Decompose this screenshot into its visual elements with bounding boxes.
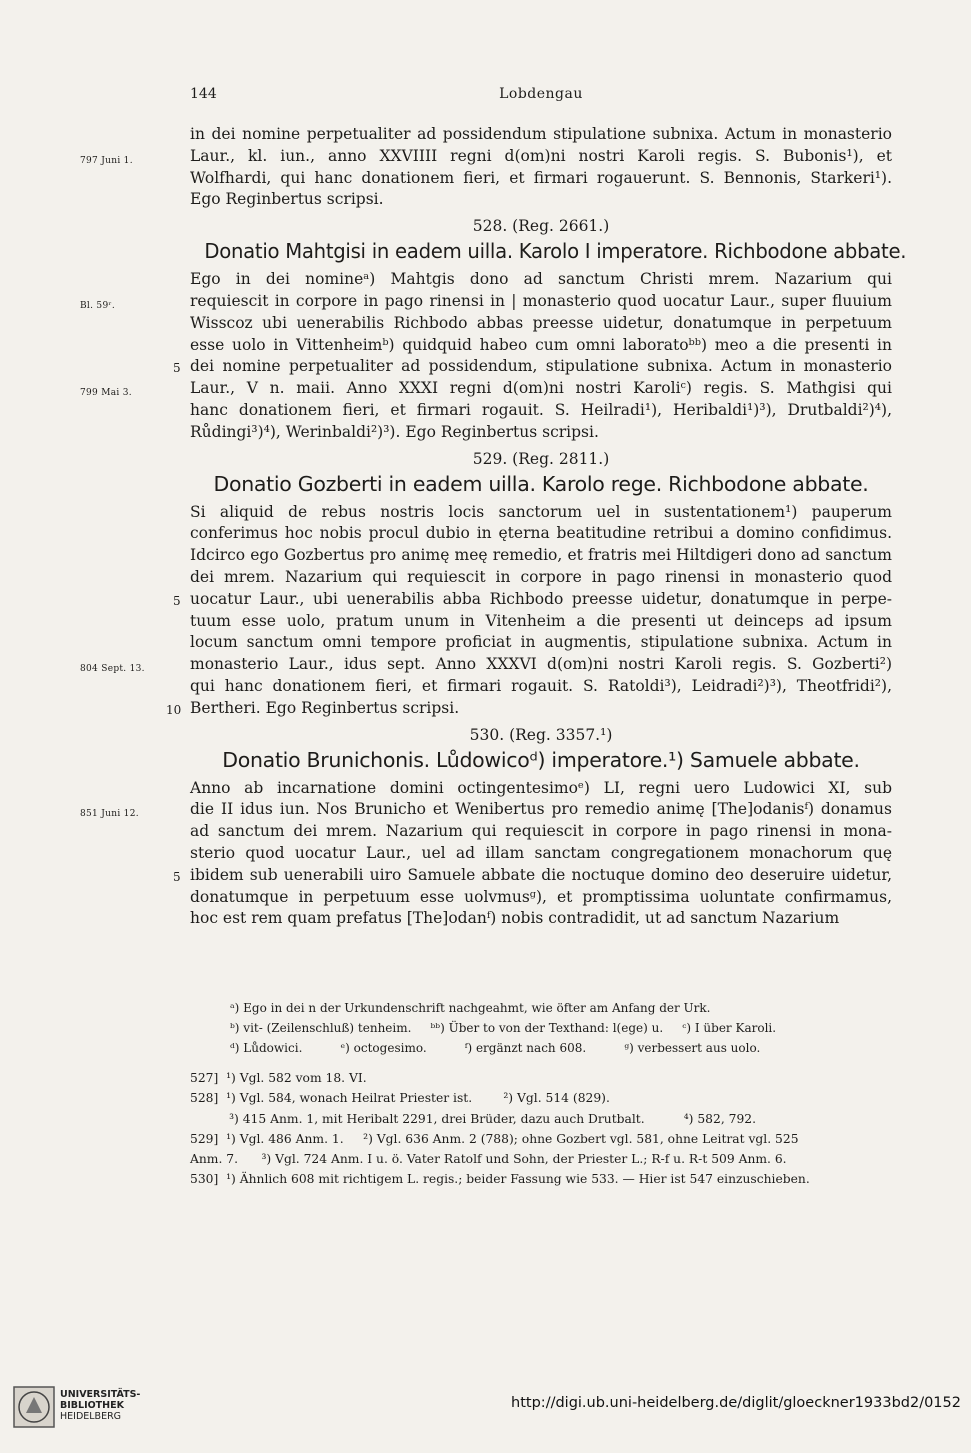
- line-text: qui hanc donationem fieri, et firmari rogauit. S. Ratoldi³), Leidradi²)³), Theotfridi²),: [190, 676, 892, 695]
- line-text: dei mrem. Nazarium qui requiescit in corpore in pago rinensi in monasterio quod: [190, 567, 892, 586]
- text-line: [190, 545, 892, 567]
- entry-number: 529. (Reg. 2811.): [472, 449, 610, 468]
- entry-heading: Donatio Mahtgisi in eadem uilla. Karolo I imperatore. Richbodone abbate.: [204, 239, 907, 264]
- library-line-3: HEIDELBERG: [60, 1411, 122, 1422]
- line-text: hanc donationem fieri, et firmari rogauit. S. Heilradi¹), Heribaldi¹)³), Drutbaldi²)⁴),: [190, 400, 892, 419]
- line-text: monasterio Laur., idus sept. Anno XXXVI d(om)ni nostri Karoli regis. S. Gozberti²): [190, 655, 892, 674]
- charter-entry: [80, 725, 892, 931]
- entry-heading: Donatio Brunichonis. Lůdowicoᵈ) imperatore.¹) Samuele abbate.: [222, 747, 860, 772]
- reference-note: 527] ¹) Vgl. 582 vom 18. VI.: [190, 1071, 367, 1085]
- line-text: locum sanctum omni tempore proficiat in augmentis, stipulatione subnixa. Actum in: [190, 633, 892, 652]
- reference-note: 529] ¹) Vgl. 486 Anm. 1. ²) Vgl. 636 Anm. 2 (788); ohne Gozbert vgl. 581, ohne Leitrat vgl. 525: [190, 1131, 799, 1146]
- entry-number: 528. (Reg. 2661.): [472, 217, 610, 236]
- margin-note: 804 Sept. 13.: [80, 664, 145, 675]
- intro-paragraph: [80, 124, 892, 211]
- text-line: [80, 654, 892, 676]
- running-title: Lobdengau: [499, 86, 583, 102]
- line-text: dei nomine perpetualiter ad possidendum, stipulatione subnixa. Actum in monasterio: [190, 357, 892, 376]
- text-line: [190, 269, 892, 291]
- text-line: [80, 146, 892, 168]
- text-line: [190, 843, 892, 865]
- line-text: Laur., kl. iun., anno XXVIIII regni d(om)ni nostri Karoli regis. S. Bubonis¹), et: [190, 146, 892, 165]
- university-seal-icon: [12, 1385, 56, 1429]
- text-line: [173, 356, 892, 378]
- library-line-1: UNIVERSITÄTS-: [60, 1389, 141, 1400]
- line-text: tuum esse uolo, pratum unum in Vitenheim a die presenti ut deinceps ad ipsum: [190, 611, 892, 630]
- line-text: donatumque in perpetuum esse uolvmusᵍ), et promptissima uoluntate confirmamus,: [190, 887, 892, 906]
- text-line: [190, 400, 892, 422]
- line-text: Si aliquid de rebus nostris locis sanctorum uel in sustentationem¹) pauperum: [190, 502, 892, 521]
- text-line: [190, 611, 892, 633]
- line-text: sterio quod uocatur Laur., uel ad illam sanctam congregationem monachorum quę: [190, 843, 892, 862]
- line-text: Wisscoz ubi uenerabilis Richbodo abbas preesse uidetur, donatumque in perpetuum: [190, 313, 892, 332]
- text-line: [80, 799, 892, 821]
- charter-entry: [80, 217, 907, 443]
- text-line: [190, 821, 892, 843]
- reference-notes: [190, 1068, 892, 1190]
- line-text: Ego Reginbertus scripsi.: [190, 190, 384, 209]
- text-line: [190, 189, 892, 211]
- document-body: [80, 124, 907, 930]
- text-line: [190, 632, 892, 654]
- entry-heading: Donatio Gozberti in eadem uilla. Karolo rege. Richbodone abbate.: [213, 471, 869, 496]
- line-text: requiescit in corpore in pago rinensi in | monasterio quod uocatur Laur., super fluuium: [190, 291, 892, 310]
- line-text: Laur., V n. maii. Anno XXXI regni d(om)ni nostri Karoliᶜ) regis. S. Mathgisi qui: [190, 379, 892, 398]
- line-number: 5: [173, 361, 181, 376]
- margin-date: 797 Juni 1.: [80, 155, 133, 166]
- text-line: [190, 887, 892, 909]
- text-line: [190, 676, 892, 698]
- line-text: Anno ab incarnatione domini octingentesimoᵉ) LI, regni uero Ludowici XI, sub: [190, 778, 892, 797]
- margin-note: Bl. 59ʳ.: [80, 300, 116, 311]
- line-text: Ego in dei nomineᵃ) Mahtgis dono ad sanctum Christi mrem. Nazarium qui: [190, 270, 892, 289]
- source-url-link[interactable]: http://digi.ub.uni-heidelberg.de/diglit/gloeckner1933bd2/0152: [511, 1395, 961, 1411]
- text-line: [190, 335, 892, 357]
- entry-text: [80, 269, 892, 443]
- line-text: conferimus hoc nobis procul dubio in ęterna beatitudine retribui a domino confidimus.: [190, 524, 892, 543]
- text-line: [190, 168, 892, 190]
- reference-note: ³) 415 Anm. 1, mit Heribalt 2291, drei Brüder, dazu auch Drutbalt. ⁴) 582, 792.: [190, 1111, 757, 1126]
- line-text: ad sanctum dei mrem. Nazarium qui requiescit in corpore in pago rinensi in mona-: [190, 822, 892, 841]
- text-line: [190, 313, 892, 335]
- line-text: Růdingi³)⁴), Werinbaldi²)³). Ego Reginbertus scripsi.: [190, 422, 599, 441]
- line-text: uocatur Laur., ubi uenerabilis abba Richbodo preesse uidetur, donatumque in perpe-: [190, 589, 892, 608]
- reference-note: 528] ¹) Vgl. 584, wonach Heilrat Priester ist. ²) Vgl. 514 (829).: [190, 1091, 610, 1106]
- text-line: [190, 502, 892, 524]
- text-line: [80, 378, 892, 400]
- reference-note: 530] ¹) Ähnlich 608 mit richtigem L. regis.; beider Fassung wie 533. — Hier ist 547 einzuschieben.: [190, 1172, 810, 1187]
- entry-number: 530. (Reg. 3357.¹): [469, 725, 613, 744]
- line-text: die II idus iun. Nos Brunicho et Wenibertus pro remedio animę [The]odanisᶠ) donamus: [190, 800, 892, 819]
- entry-text: [80, 778, 892, 931]
- library-line-2: BIBLIOTHEK: [60, 1400, 124, 1411]
- text-line: [190, 422, 892, 444]
- text-line: [173, 865, 892, 887]
- text-line: [173, 589, 892, 611]
- text-line: [190, 567, 892, 589]
- line-text: in dei nomine perpetualiter ad possidendum stipulatione subnixa. Actum in monasterio: [190, 125, 892, 143]
- footnote: ᵃ) Ego in dei n der Urkundenschrift nachgeahmt, wie öfter am Anfang der Urk.: [230, 1001, 711, 1015]
- text-line: [190, 778, 892, 800]
- page-number: 144: [190, 86, 217, 102]
- margin-note: 799 Mai 3.: [80, 388, 132, 399]
- charter-entry: [80, 449, 892, 720]
- line-number: 10: [166, 702, 182, 717]
- line-text: esse uolo in Vittenheimᵇ) quidquid habeo cum omni laboratoᵇᵇ) meo a die presenti in: [190, 335, 892, 354]
- line-number: 5: [173, 869, 181, 884]
- reference-note: Anm. 7. ³) Vgl. 724 Anm. I u. ö. Vater Ratolf und Sohn, der Priester L.; R-f u. R-t 509 Anm. 6.: [190, 1152, 787, 1167]
- footnote: ᵇ) vit- (Zeilenschluß) tenheim. ᵇᵇ) Über to von der Texthand: l(ege) u. ᶜ) I über Karoli.: [230, 1021, 777, 1035]
- line-text: Idcirco ego Gozbertus pro animę meę remedio, et fratris mei Hiltdigeri dono ad sanctum: [190, 546, 892, 565]
- page-header: [190, 86, 892, 106]
- text-line: [190, 124, 892, 146]
- textual-notes: [230, 998, 892, 1058]
- line-text: hoc est rem quam prefatus [The]odanᶠ) nobis contradidit, ut ad sanctum Nazarium: [190, 909, 840, 928]
- library-name: [60, 1389, 140, 1422]
- line-number: 5: [173, 593, 181, 608]
- footnote: ᵈ) Lůdowici. ᵉ) octogesimo. ᶠ) ergänzt nach 608. ᵍ) verbessert aus uolo.: [230, 1041, 761, 1055]
- line-text: Bertheri. Ego Reginbertus scripsi.: [190, 698, 460, 717]
- margin-note: 851 Juni 12.: [80, 809, 139, 820]
- text-line: [190, 523, 892, 545]
- text-line: [190, 908, 892, 930]
- entries: [80, 217, 907, 930]
- text-line: [80, 291, 892, 313]
- line-text: Wolfhardi, qui hanc donationem fieri, et firmari rogauerunt. S. Bennonis, Starkeri¹).: [190, 168, 892, 187]
- line-text: ibidem sub uenerabili uiro Samuele abbate die noctuque domino deo deseruire uidetur,: [190, 865, 892, 884]
- text-line: [166, 698, 892, 720]
- footer: [0, 1380, 971, 1453]
- entry-text: [80, 502, 892, 720]
